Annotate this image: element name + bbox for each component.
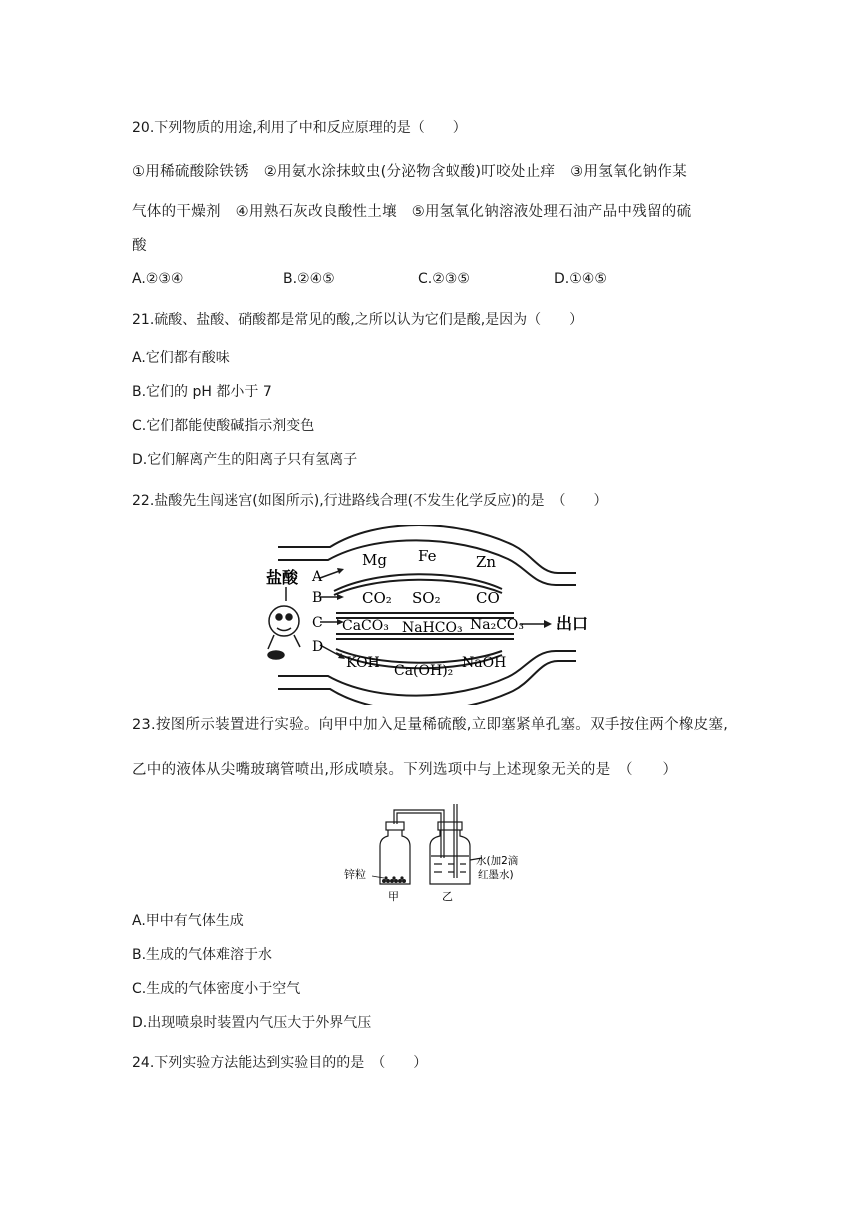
q23-option-b: B.生成的气体难溶于水 [132,947,273,963]
q20-line-2: 气体的干燥剂 ④用熟石灰改良酸性土壤 ⑤用氢氧化钠溶液处理石油产品中残留的硫 [132,204,692,220]
route-a-item-1: Mg [362,551,387,569]
route-c-item-2: NaHCO₃ [402,620,463,636]
exit-label: 出口 [556,614,589,633]
q20-option-b: B.②④⑤ [283,271,335,287]
q21-option-d: D.它们解离产生的阳离子只有氢离子 [132,452,358,468]
water-label-2: 红墨水) [478,869,514,881]
hcl-character-icon [268,587,300,659]
zinc-granules-icon [382,876,406,883]
water-label-1: 水(加2滴 [476,855,519,867]
q20-line-3: 酸 [132,238,147,254]
route-c-item-3: Na₂CO₃ [470,617,525,633]
q23-line-2: 乙中的液体从尖嘴玻璃管喷出,形成喷泉。下列选项中与上述现象无关的是 （ ） [132,762,678,778]
route-letter-a: A [312,569,323,585]
route-letter-b: B [312,590,323,606]
q24-stem: 24.下列实验方法能达到实验目的的是 （ ） [132,1055,428,1071]
flask-b-label: 乙 [442,890,453,903]
q23-line-1: 23.按图所示装置进行实验。向甲中加入足量稀硫酸,立即塞紧单孔塞。双手按住两个橡皮塞, [132,717,729,733]
q23-option-c: C.生成的气体密度小于空气 [132,981,301,997]
q21-stem: 21.硫酸、盐酸、硝酸都是常见的酸,之所以认为它们是酸,是因为（ ） [132,312,584,328]
fountain-apparatus-figure [342,800,532,904]
q21-option-a: A.它们都有酸味 [132,350,230,366]
maze-figure [258,525,608,705]
q20-line-1: ①用稀硫酸除铁锈 ②用氨水涂抹蚊虫(分泌物含蚁酸)叮咬处止痒 ③用氢氧化钠作某 [132,164,688,180]
route-d-item-3: NaOH [462,655,507,671]
route-a-item-3: Zn [476,553,497,571]
route-letter-d: D [312,639,324,655]
route-b-item-3: CO [476,589,500,607]
route-d-item-1: KOH [346,655,380,671]
route-b-item-1: CO₂ [362,589,392,607]
route-a-item-2: Fe [418,547,437,565]
q21-option-c: C.它们都能使酸碱指示剂变色 [132,418,315,434]
flask-a-label: 甲 [388,890,399,903]
q23-option-d: D.出现喷泉时装置内气压大于外界气压 [132,1015,372,1031]
q20-option-c: C.②③⑤ [418,271,470,287]
hcl-label: 盐酸 [266,568,299,587]
q20-option-a: A.②③④ [132,271,184,287]
route-d-item-2: Ca(OH)₂ [394,663,454,679]
route-letter-c: C [312,615,323,631]
route-c-item-1: CaCO₃ [342,618,389,634]
q21-option-b: B.它们的 pH 都小于 7 [132,384,272,400]
q20-stem: 20.下列物质的用途,利用了中和反应原理的是（ ） [132,120,467,136]
q20-option-d: D.①④⑤ [554,271,607,287]
zinc-label: 锌粒 [344,868,366,881]
q23-option-a: A.甲中有气体生成 [132,913,244,929]
route-b-item-2: SO₂ [412,589,441,607]
q22-stem: 22.盐酸先生闯迷宫(如图所示),行进路线合理(不发生化学反应)的是 （ ） [132,493,608,509]
